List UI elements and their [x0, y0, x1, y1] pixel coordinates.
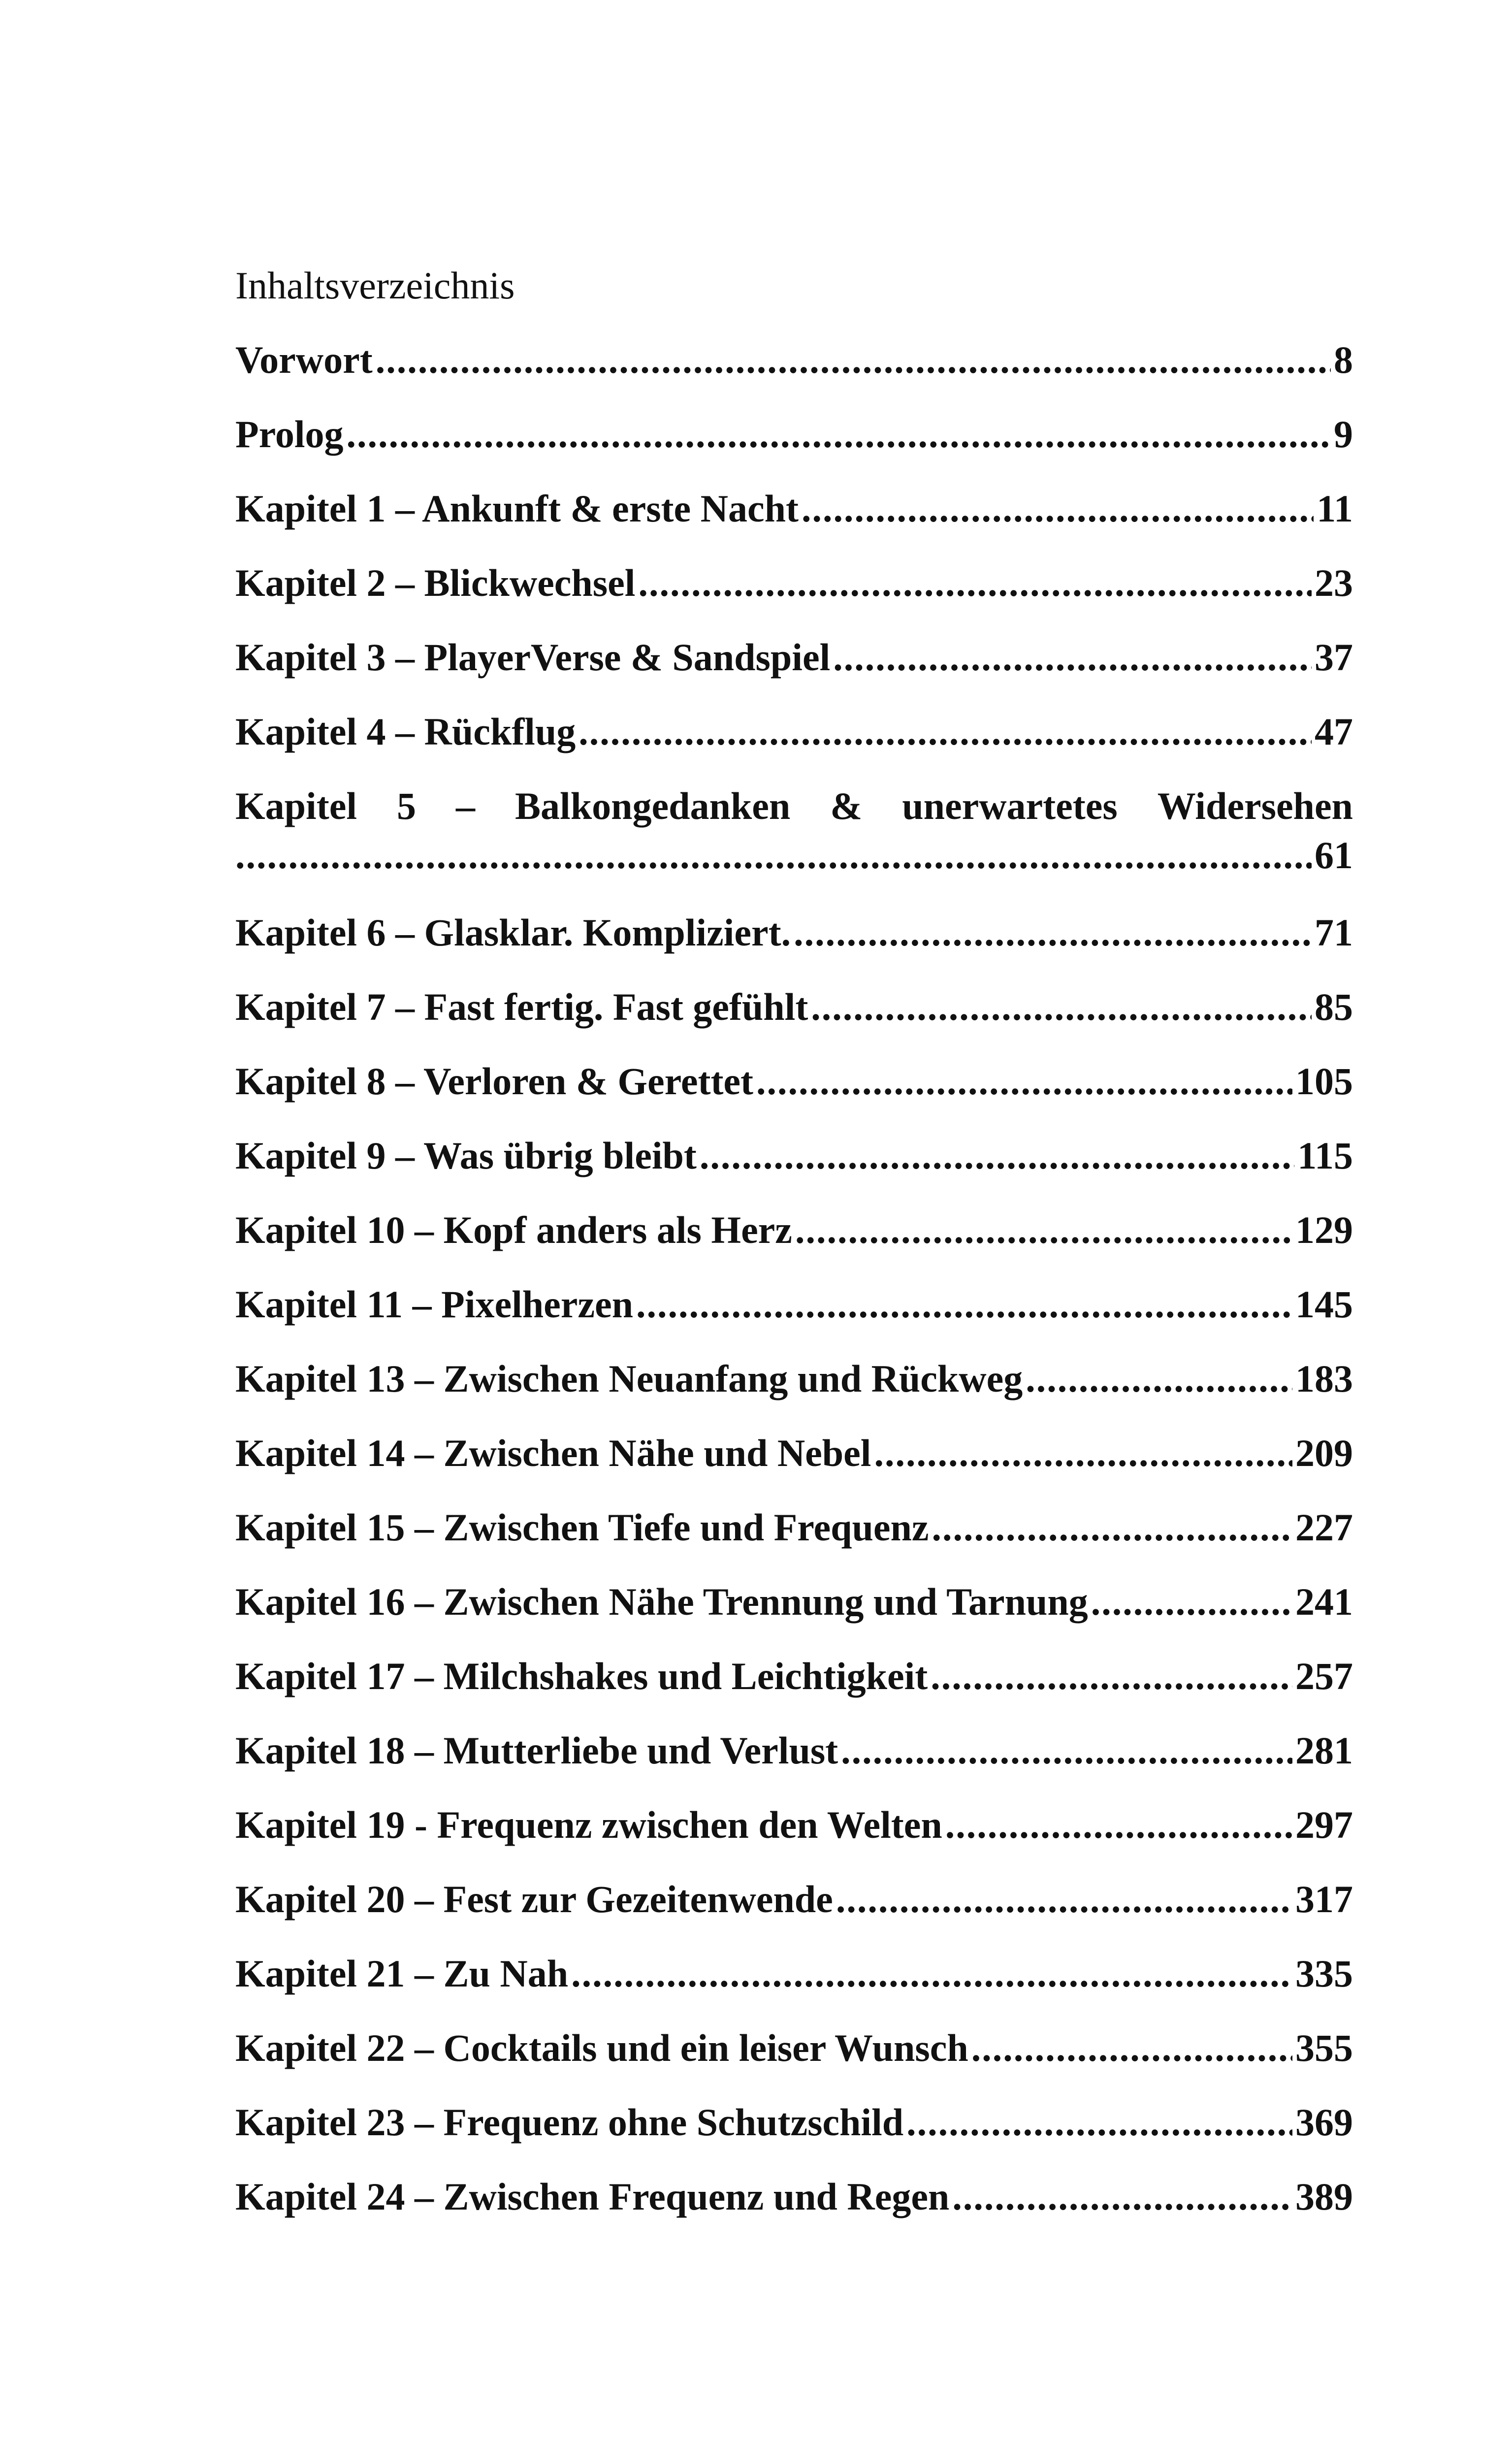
toc-entry[interactable] — [235, 1349, 1353, 1424]
dot-leader — [836, 1870, 1292, 1929]
toc-entry-title: Kapitel 21 – Zu Nah — [235, 1952, 569, 1995]
toc-entry[interactable] — [235, 1944, 1353, 2019]
toc-entry-page: 115 — [1297, 1134, 1353, 1177]
toc-entry-page: 317 — [1295, 1878, 1353, 1921]
dot-leader — [971, 2019, 1292, 2078]
toc-entry[interactable] — [235, 1126, 1353, 1201]
toc-entry-page: 9 — [1334, 413, 1353, 456]
dot-leader — [906, 2093, 1292, 2152]
toc-entry-page: 71 — [1315, 911, 1353, 954]
toc-entry[interactable] — [235, 1647, 1353, 1721]
toc-entry-title: Kapitel 20 – Fest zur Gezeitenwende — [235, 1878, 833, 1921]
toc-entry-title: Kapitel 23 – Frequenz ohne Schutzschild — [235, 2101, 904, 2144]
toc-entry-title: Kapitel 14 – Zwischen Nähe und Nebel — [235, 1432, 871, 1474]
dot-leader — [931, 1647, 1292, 1706]
toc-entry[interactable] — [235, 479, 1353, 554]
toc-entry-title: Kapitel 4 – Rückflug — [235, 710, 576, 753]
dot-leader — [952, 2167, 1292, 2226]
dot-leader — [794, 903, 1312, 962]
dot-leader — [700, 1126, 1294, 1185]
toc-entry[interactable] — [235, 1498, 1353, 1572]
dot-leader — [1026, 1349, 1292, 1408]
toc-entry[interactable] — [235, 1870, 1353, 1944]
table-of-contents — [235, 256, 1353, 2242]
toc-entry[interactable] — [235, 554, 1353, 628]
dot-leader — [795, 1201, 1292, 1260]
toc-title-word: Balkongedanken — [515, 784, 791, 827]
toc-entry-title: Kapitel 22 – Cocktails und ein leiser Wunsch — [235, 2026, 968, 2069]
dot-leader — [841, 1721, 1292, 1780]
toc-entry-page: 389 — [1295, 2175, 1353, 2218]
toc-entry-title: Kapitel 11 – Pixelherzen — [235, 1283, 634, 1326]
toc-entry-page: 335 — [1295, 1952, 1353, 1995]
toc-entry-page: 257 — [1295, 1655, 1353, 1697]
toc-entry-page: 297 — [1295, 1803, 1353, 1846]
toc-entry[interactable] — [235, 2167, 1353, 2242]
toc-entry-page: 47 — [1315, 710, 1353, 753]
toc-entry-title: Kapitel 3 – PlayerVerse & Sandspiel — [235, 636, 831, 679]
dot-leader — [932, 1498, 1292, 1557]
dot-leader — [235, 831, 1312, 880]
toc-entry[interactable] — [235, 777, 1353, 903]
toc-title-word: & — [830, 784, 863, 827]
dot-leader — [945, 1795, 1292, 1855]
toc-entry-title: Vorwort — [235, 338, 373, 381]
toc-heading: Inhaltsverzeichnis — [235, 264, 515, 307]
toc-entry[interactable] — [235, 702, 1353, 777]
toc-entry-page: 227 — [1295, 1506, 1353, 1549]
toc-title-word: unerwartetes — [902, 784, 1118, 827]
toc-entry[interactable] — [235, 628, 1353, 702]
dot-leader — [756, 1052, 1292, 1111]
toc-entry[interactable] — [235, 903, 1353, 977]
toc-entry-title: Kapitel 2 – Blickwechsel — [235, 561, 636, 604]
dot-leader — [347, 405, 1331, 464]
toc-entry-title: Kapitel 7 – Fast fertig. Fast gefühlt — [235, 985, 808, 1028]
toc-entry-page: 183 — [1295, 1357, 1353, 1400]
toc-entry[interactable] — [235, 330, 1353, 405]
toc-entry[interactable] — [235, 2093, 1353, 2167]
dot-leader — [1091, 1572, 1292, 1631]
toc-entry[interactable] — [235, 2019, 1353, 2093]
toc-entry-page: 145 — [1295, 1283, 1353, 1326]
toc-entry[interactable] — [235, 405, 1353, 479]
toc-entry-title: Kapitel 24 – Zwischen Frequenz und Regen — [235, 2175, 950, 2218]
toc-entry-page: 209 — [1295, 1432, 1353, 1474]
toc-entry[interactable] — [235, 1721, 1353, 1795]
toc-entries — [235, 330, 1353, 2242]
toc-entry[interactable] — [235, 1201, 1353, 1275]
toc-entry-page: 355 — [1295, 2026, 1353, 2069]
toc-entry-title: Kapitel 8 – Verloren & Gerettet — [235, 1060, 754, 1103]
dot-leader — [811, 977, 1312, 1037]
toc-entry-page: 85 — [1315, 985, 1353, 1028]
toc-entry[interactable] — [235, 1424, 1353, 1498]
toc-entry-leader-line — [235, 831, 1353, 880]
toc-entry-page: 281 — [1295, 1729, 1353, 1772]
toc-entry-page: 241 — [1295, 1580, 1353, 1623]
toc-entry-title: Kapitel 16 – Zwischen Nähe Trennung und Tarnung — [235, 1580, 1088, 1623]
toc-title-word: Widersehen — [1157, 784, 1353, 827]
toc-entry-title: Kapitel 1 – Ankunft & erste Nacht — [235, 487, 799, 530]
toc-entry-page: 23 — [1315, 561, 1353, 604]
toc-title-word: Kapitel — [235, 784, 357, 827]
toc-entry-title: Kapitel 17 – Milchshakes und Leichtigkeit — [235, 1655, 928, 1697]
toc-entry-page: 11 — [1317, 487, 1353, 530]
dot-leader — [636, 1275, 1292, 1334]
toc-entry-title: Kapitel 6 – Glasklar. Kompliziert. — [235, 911, 791, 954]
toc-entry-page: 61 — [1315, 834, 1353, 877]
dot-leader — [376, 330, 1331, 390]
dot-leader — [579, 702, 1312, 761]
dot-leader — [802, 479, 1314, 538]
toc-entry-title: Kapitel 10 – Kopf anders als Herz — [235, 1208, 792, 1251]
toc-entry-title: Prolog — [235, 413, 344, 456]
toc-entry-page: 37 — [1315, 636, 1353, 679]
toc-entry-title: Kapitel 15 – Zwischen Tiefe und Frequenz — [235, 1506, 929, 1549]
toc-title-word: 5 — [397, 784, 416, 827]
dot-leader — [874, 1424, 1292, 1483]
toc-entry-title: Kapitel 19 - Frequenz zwischen den Welten — [235, 1803, 942, 1846]
toc-entry-title: Kapitel 18 – Mutterliebe und Verlust — [235, 1729, 838, 1772]
toc-entry[interactable] — [235, 1275, 1353, 1349]
toc-entry[interactable] — [235, 1052, 1353, 1126]
toc-entry-page: 129 — [1295, 1208, 1353, 1251]
toc-entry-title: Kapitel 9 – Was übrig bleibt — [235, 1134, 697, 1177]
toc-entry-page: 105 — [1295, 1060, 1353, 1103]
toc-entry-page: 369 — [1295, 2101, 1353, 2144]
dot-leader — [833, 628, 1312, 687]
toc-entry-title — [235, 782, 1353, 831]
toc-entry-page: 8 — [1334, 338, 1353, 381]
toc-title-word: – — [456, 784, 475, 827]
toc-entry-title: Kapitel 13 – Zwischen Neuanfang und Rückweg — [235, 1357, 1023, 1400]
toc-entry[interactable] — [235, 1795, 1353, 1870]
dot-leader — [571, 1944, 1292, 2003]
toc-entry[interactable] — [235, 1572, 1353, 1647]
dot-leader — [638, 554, 1312, 613]
toc-entry[interactable] — [235, 977, 1353, 1052]
